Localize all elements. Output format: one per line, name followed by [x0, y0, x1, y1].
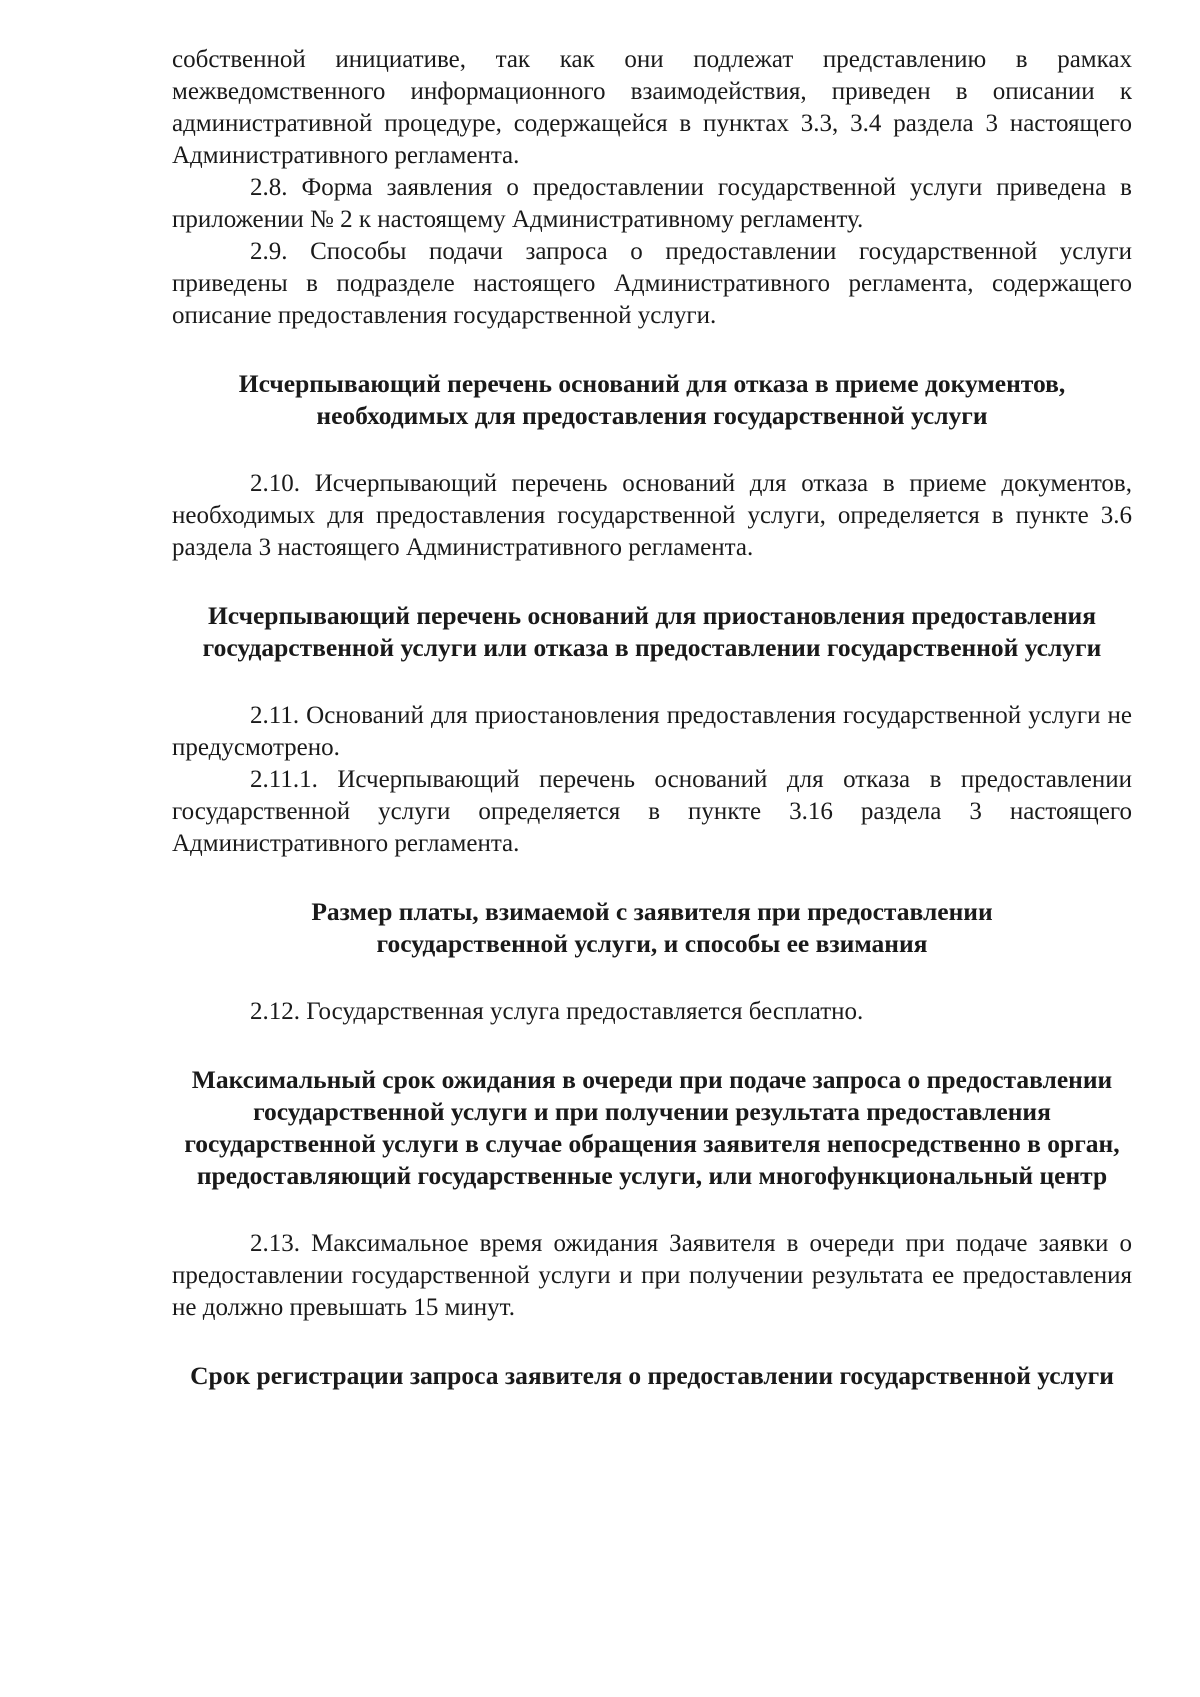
- heading-fee: Размер платы, взимаемой с заявителя при предоставлении государственной услуги, и способы ее взимания: [311, 897, 993, 958]
- paragraph-2-8: 2.8. Форма заявления о предоставлении государственной услуги приведена в приложении № 2 к настоящему Административному регламенту.: [172, 174, 1132, 233]
- paragraph-2-13: 2.13. Максимальное время ожидания Заявителя в очереди при подаче заявки о предоставлении государственной услуги и при получении результата ее предоставления не должно превышать 15 минут.: [172, 1230, 1132, 1321]
- paragraph-2-10: 2.10. Исчерпывающий перечень оснований для отказа в приеме документов, необходимых для предоставления государственной услуги, определяется в пункте 3.6 раздела 3 настоящего Административного регламента.: [172, 470, 1132, 561]
- document-body: [172, 44, 1132, 1392]
- heading-refusal-documents: Исчерпывающий перечень оснований для отказа в приеме документов, необходимых для предоставления государственной услуги: [238, 369, 1066, 430]
- heading-waiting-time: Максимальный срок ожидания в очереди при подаче запроса о предоставлении государственной услуги и при получении результата предоставления государственной услуги в случае обращения заявителя непосредственно в орган, предоставляющий государственные услуги, или многофункциональный центр: [184, 1065, 1120, 1190]
- paragraph-2-11: 2.11. Оснований для приостановления предоставления государственной услуги не предусмотрено.: [172, 702, 1132, 761]
- paragraph-continuation: собственной инициативе, так как они подлежат представлению в рамках межведомственного информационного взаимодействия, приведен в описании к административной процедуре, содержащейся в пунктах 3.3, 3.4 раздела 3 настоящего Административного регламента.: [172, 46, 1132, 169]
- paragraph-2-9: 2.9. Способы подачи запроса о предоставлении государственной услуги приведены в подразделе настоящего Административного регламента, содержащего описание предоставления государственной услуги.: [172, 238, 1132, 329]
- heading-suspension-grounds: Исчерпывающий перечень оснований для приостановления предоставления государственной услуги или отказа в предоставлении государственной услуги: [202, 601, 1102, 662]
- paragraph-2-12: 2.12. Государственная услуга предоставляется бесплатно.: [250, 998, 864, 1025]
- paragraph-2-11-1: 2.11.1. Исчерпывающий перечень оснований для отказа в предоставлении государственной услуги определяется в пункте 3.16 раздела 3 настоящего Административного регламента.: [172, 766, 1132, 857]
- heading-registration-term: Срок регистрации запроса заявителя о предоставлении государственной услуги: [190, 1361, 1114, 1390]
